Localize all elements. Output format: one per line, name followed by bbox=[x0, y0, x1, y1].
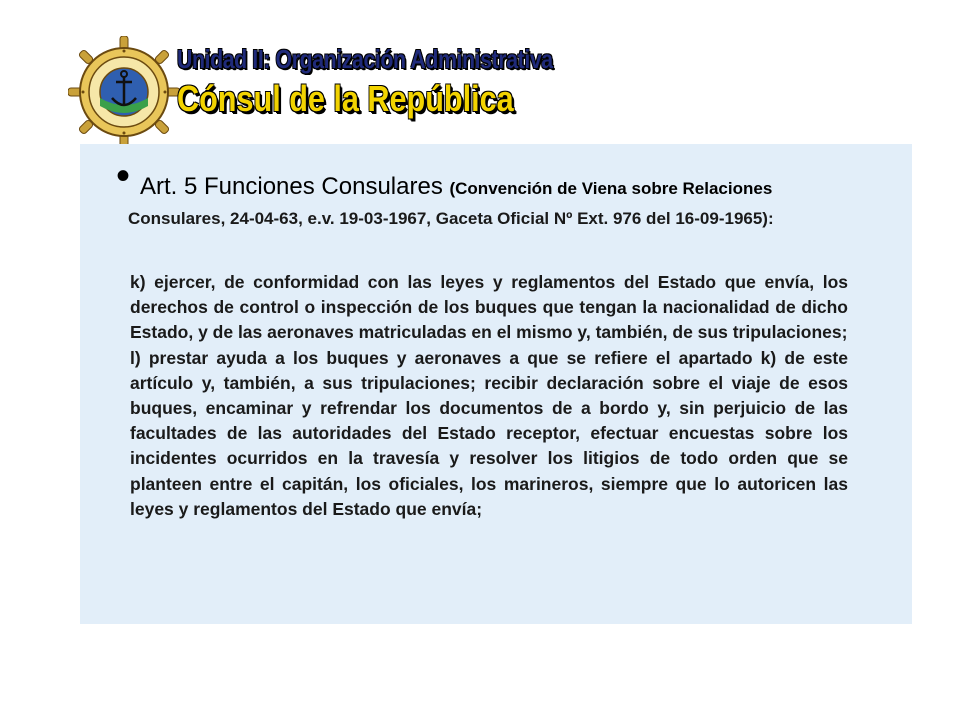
unit-title: Unidad II: Organización Administrativa bbox=[177, 44, 553, 74]
article-heading-tail: (Convención de Viena sobre Relaciones bbox=[449, 179, 773, 198]
page-title: Cónsul de la República bbox=[177, 78, 514, 119]
article-heading bbox=[140, 172, 900, 204]
article-body bbox=[130, 270, 848, 522]
paragraph-l: l) prestar ayuda a los buques y aeronaves a que se refiere el apartado k) de este artículo y, también, a sus tripulaciones; recibir declaración sobre el viaje de esos buques, encaminar y refrendar los documentos de a bordo y, sin perjuicio de las facultades de las autoridades del Estado receptor, efectuar encuestas sobre los incidentes ocurridos en la travesía y resolver los litigios de todo orden que se planteen entre el capitán, los oficiales, los marineros, siempre que lo autoricen las leyes y reglamentos del Estado que envía; bbox=[130, 347, 848, 519]
bullet-marker: • bbox=[116, 154, 131, 198]
article-heading-main: Art. 5 Funciones Consulares bbox=[140, 173, 443, 200]
article-source: Consulares, 24-04-63, e.v. 19-03-1967, Gaceta Oficial Nº Ext. 976 del 16-09-1965): bbox=[128, 209, 774, 228]
paragraph-k: k) ejercer, de conformidad con las leyes y reglamentos del Estado que envía, los derechos de control o inspección de los buques que tengan la nacionalidad de dicho Estado, y de las aeronaves matriculadas en el mismo y, también, de sus tripulaciones; bbox=[130, 272, 848, 343]
university-seal-logo bbox=[68, 36, 180, 148]
